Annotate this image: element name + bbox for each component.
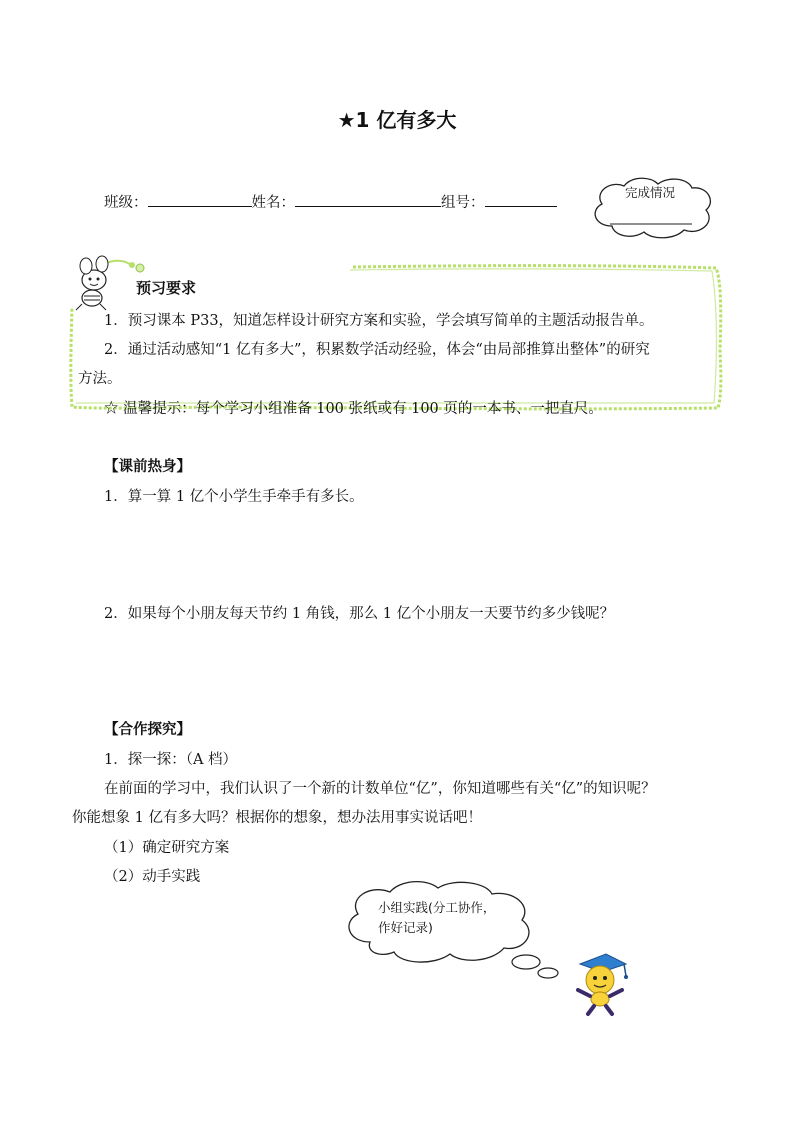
explore-step-1: （1）确定研究方案 — [104, 840, 230, 856]
thought-cloud — [340, 880, 560, 990]
warmup-question-1: 1．算一算 1 亿个小学生手牵手有多长。 — [104, 489, 364, 505]
thought-cloud-line1: 小组实践(分工协作， — [378, 900, 496, 915]
warmup-question-2: 2．如果每个小朋友每天节约 1 角钱，那么 1 亿个小朋友一天要节约多少钱呢？ — [104, 606, 615, 622]
class-blank[interactable] — [148, 192, 252, 207]
completion-label: 完成情况 — [625, 185, 676, 200]
name-label: 姓名： — [251, 195, 295, 211]
class-label: 班级： — [104, 195, 148, 211]
page-title: ★1 亿有多大 — [337, 108, 457, 132]
explore-heading: 【合作探究】 — [104, 722, 191, 738]
name-blank[interactable] — [295, 192, 441, 207]
preview-tip — [104, 397, 603, 418]
preview-item-2-line1: 2．通过活动感知“1 亿有多大”，积累数学活动经验，体会“由局部推算出整体”的研究 — [104, 342, 650, 358]
warmup-heading: 【课前热身】 — [104, 459, 191, 475]
star-outline-icon: ☆ — [104, 401, 119, 417]
group-label: 组号： — [441, 195, 485, 211]
preview-item-1: 1．预习课本 P33，知道怎样设计研究方案和实验，学会填写简单的主题活动报告单。 — [104, 313, 654, 329]
thought-cloud-line2: 作好记录) — [378, 920, 433, 935]
group-blank[interactable] — [485, 192, 557, 207]
explore-item-1: 1．探一探：（A 档） — [104, 752, 238, 768]
class-field-group — [104, 191, 557, 212]
preview-tip-text: 温馨提示：每个学习小组准备 100 张纸或有 100 页的一本书、一把直尺。 — [123, 401, 603, 417]
preview-item-2-line2: 方法。 — [78, 371, 122, 387]
explore-paragraph-line2: 你能想象 1 亿有多大吗？根据你的想象，想办法用事实说话吧！ — [72, 810, 482, 826]
explore-step-2: （2）动手实践 — [104, 869, 201, 885]
explore-paragraph-line1: 在前面的学习中，我们认识了一个新的计数单位“亿”，你知道哪些有关“亿”的知识呢？ — [104, 781, 656, 797]
preview-heading: 预习要求 — [136, 279, 197, 297]
graduate-mascot-icon — [566, 952, 636, 1016]
